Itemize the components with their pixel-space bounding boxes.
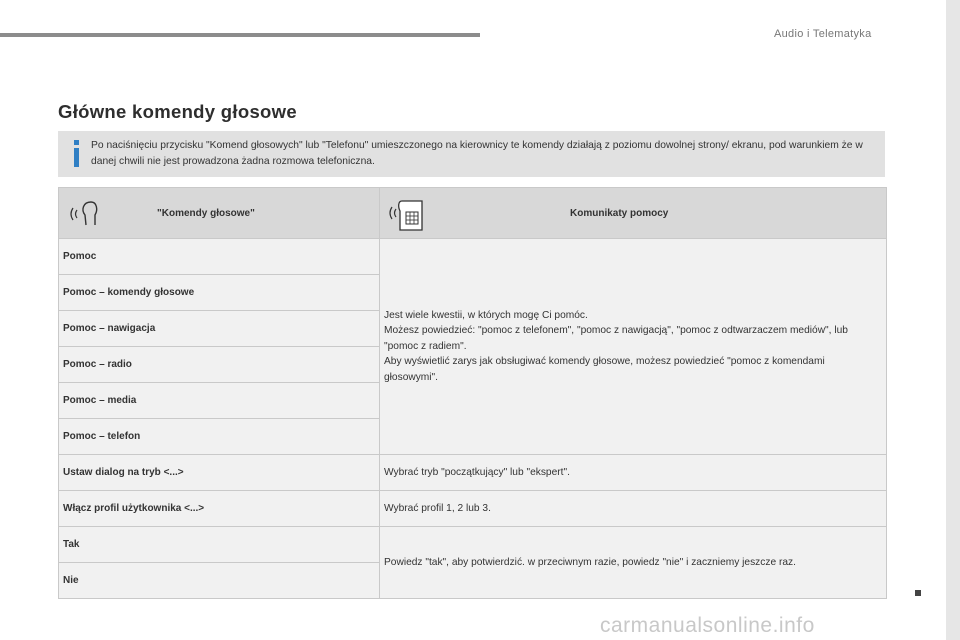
info-text: Po naciśnięciu przycisku "Komend głosowych" lub "Telefonu" umieszczonego na kierownicy te komendy działają z poziomu dowolnej strony/ ekranu, pod warunkiem że w danej chwili nie jest prowadzona żadna rozmowa telefoniczna. (91, 140, 863, 167)
page-title: Główne komendy głosowe (58, 101, 297, 122)
watermark: carmanualsonline.info (600, 614, 815, 637)
page-edge-strip (946, 0, 960, 640)
command-cell: Pomoc – nawigacja (59, 311, 380, 347)
section-title: Audio i Telematyka (774, 28, 872, 40)
voice-commands-table (58, 187, 887, 599)
command-cell: Pomoc – telefon (59, 419, 380, 455)
header-help-messages (380, 188, 887, 239)
response-cell: Wybrać profil 1, 2 lub 3. (380, 491, 887, 527)
response-cell: Wybrać tryb "początkujący" lub "ekspert". (380, 455, 887, 491)
top-rule (0, 33, 480, 37)
command-cell: Pomoc – komendy głosowe (59, 275, 380, 311)
command-cell: Ustaw dialog na tryb <...> (59, 455, 380, 491)
help-response-cell (380, 239, 887, 455)
command-cell: Nie (59, 563, 380, 599)
command-cell: Tak (59, 527, 380, 563)
response-line: Aby wyświetlić zarys jak obsługiwać komendy głosowe, możesz powiedzieć "pomoc z komendami głosowymi". (384, 356, 825, 383)
response-line: Możesz powiedzieć: "pomoc z telefonem", "pomoc z nawigacją", "pomoc z odtwarzaczem mediów", lub "pomoc z radiem". (384, 325, 848, 352)
end-marker (915, 590, 921, 596)
col2-header-label: Komunikaty pomocy (570, 208, 669, 219)
command-cell: Włącz profil użytkownika <...> (59, 491, 380, 527)
command-cell: Pomoc (59, 239, 380, 275)
header-voice-commands (59, 188, 380, 239)
info-icon (72, 140, 80, 168)
command-cell: Pomoc – radio (59, 347, 380, 383)
col1-header-label: "Komendy głosowe" (157, 208, 255, 219)
response-cell: Powiedz "tak", aby potwierdzić. w przeciwnym razie, powiedz "nie" i zaczniemy jeszcze raz. (380, 527, 887, 599)
voice-help-icon (386, 198, 430, 235)
response-line: Jest wiele kwestii, w których mogę Ci pomóc. (384, 309, 588, 321)
info-box (58, 131, 885, 177)
command-cell: Pomoc – media (59, 383, 380, 419)
voice-command-icon (67, 198, 101, 233)
